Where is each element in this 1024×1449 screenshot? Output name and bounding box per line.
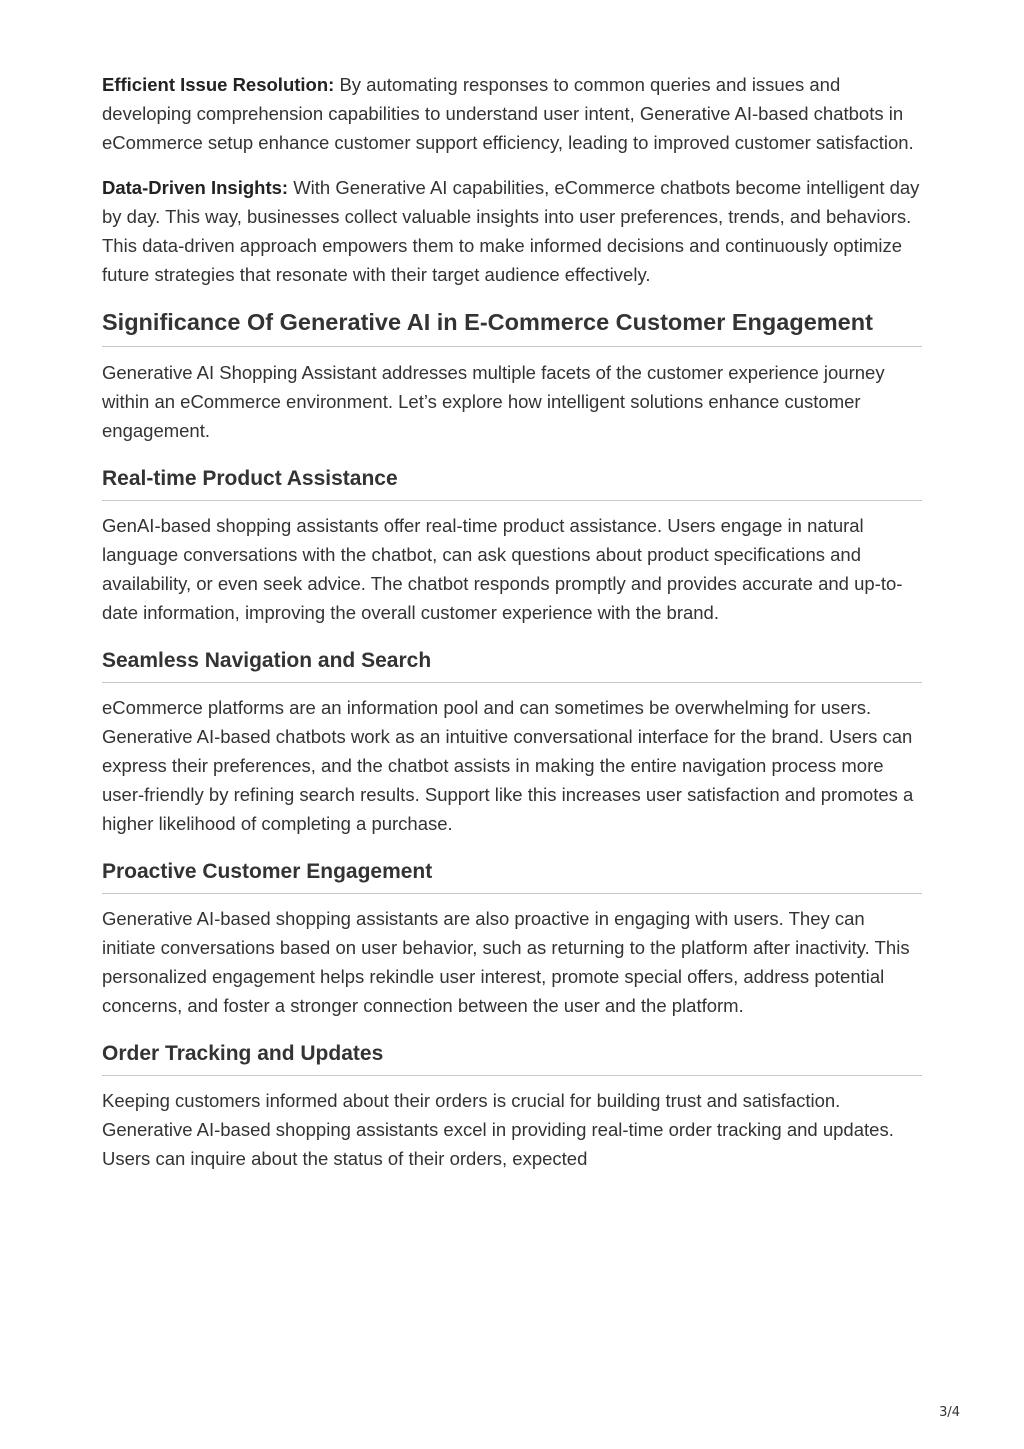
document-page [102, 70, 922, 1173]
intro-item-efficient-issue-resolution [102, 70, 922, 157]
section-heading: Significance Of Generative AI in E-Commerce Customer Engagement [102, 307, 922, 347]
intro-item-term: Data-Driven Insights: [102, 177, 289, 198]
intro-item-data-driven-insights [102, 173, 922, 289]
page-number: 3/4 [939, 1405, 960, 1420]
intro-item-term: Efficient Issue Resolution: [102, 74, 335, 95]
subsection-heading-real-time-product-assistance: Real-time Product Assistance [102, 465, 922, 501]
subsection-heading-seamless-navigation: Seamless Navigation and Search [102, 647, 922, 683]
subsection-body-real-time-product-assistance: GenAI-based shopping assistants offer real-time product assistance. Users engage in natural language conversations with the chatbot, can ask questions about product specifications and availability, or even seek advice. The chatbot responds promptly and provides accurate and up-to-date information, improving the overall customer experience with the brand. [102, 515, 903, 623]
subsection-body-order-tracking: Keeping customers informed about their orders is crucial for building trust and satisfaction. Generative AI-based shopping assistants excel in providing real-time order tracking and updates. Users can inquire about the status of their orders, expected [102, 1090, 894, 1169]
section-intro: Generative AI Shopping Assistant addresses multiple facets of the customer experience journey within an eCommerce environment. Let’s explore how intelligent solutions enhance customer engagement. [102, 362, 885, 441]
intro-item-text: By automating responses to common queries and issues and developing comprehension capabilities to understand user intent, Generative AI-based chatbots in eCommerce setup enhance customer support efficiency, leading to improved customer satisfaction. [102, 74, 914, 153]
subsection-body-seamless-navigation: eCommerce platforms are an information pool and can sometimes be overwhelming for users. Generative AI-based chatbots work as an intuitive conversational interface for the brand. Users can express their preferences, and the chatbot assists in making the entire navigation process more user-friendly by refining search results. Support like this increases user satisfaction and promotes a higher likelihood of completing a purchase. [102, 697, 914, 834]
intro-item-text: With Generative AI capabilities, eCommerce chatbots become intelligent day by day. This way, businesses collect valuable insights into user preferences, trends, and behaviors. This data-driven approach empowers them to make informed decisions and continuously optimize future strategies that resonate with their target audience effectively. [102, 177, 920, 285]
subsection-heading-proactive-engagement: Proactive Customer Engagement [102, 858, 922, 894]
subsection-heading-order-tracking: Order Tracking and Updates [102, 1040, 922, 1076]
subsection-body-proactive-engagement: Generative AI-based shopping assistants are also proactive in engaging with users. They can initiate conversations based on user behavior, such as returning to the platform after inactivity. This personalized engagement helps rekindle user interest, promote special offers, address potential concerns, and foster a stronger connection between the user and the platform. [102, 908, 910, 1016]
